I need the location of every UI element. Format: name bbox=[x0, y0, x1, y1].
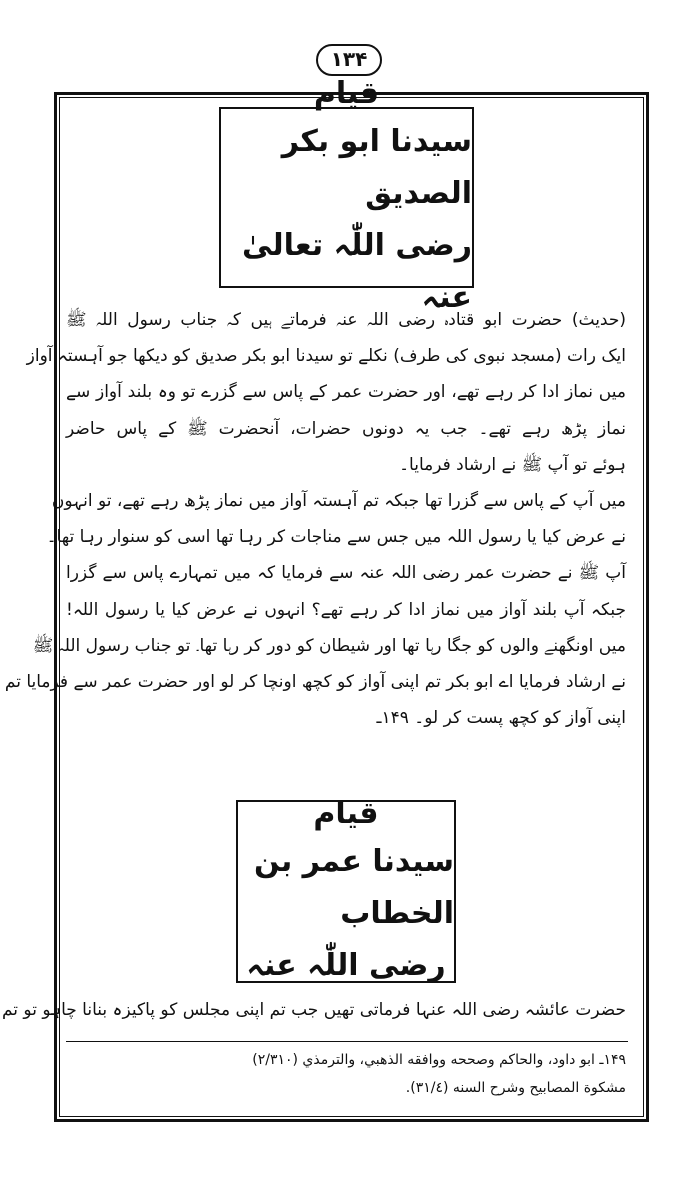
hadith-line: آپ ﷺ نے حضرت عمر رضی اللہ عنہ سے فرمایا کہ میں تمہارے پاس سے گزرا bbox=[66, 563, 626, 584]
section-title-box-umar bbox=[236, 795, 456, 983]
page-number: ۱۳۴ bbox=[316, 44, 382, 76]
footnote-line: ۱۴۹ـ ابو داود، والحاکم وصححه ووافقه الذهبي، والترمذي (۲/۳۱۰) bbox=[252, 1052, 626, 1068]
section-title-honorific: رضی اللّٰہ تعالیٰ عنہ bbox=[242, 227, 472, 315]
hadith-paragraph bbox=[4, 302, 626, 736]
section-title-honorific: رضی اللّٰہ عنہ bbox=[246, 947, 446, 983]
closing-paragraph bbox=[1, 992, 626, 1028]
hadith-line: ہوئے تو آپ ﷺ نے ارشاد فرمایا۔ bbox=[399, 454, 626, 475]
hadith-line: میں نماز ادا کر رہے تھے، اور حضرت عمر کے پاس سے گزرے تو وہ بلند آواز سے bbox=[66, 382, 626, 403]
hadith-line: اپنی آواز کو کچھ پست کر لو۔ ۱۴۹ـ bbox=[376, 708, 626, 729]
section-title-name: سیدنا عمر بن الخطاب bbox=[253, 843, 454, 931]
section-title-name: سیدنا ابو بکر الصدیق bbox=[281, 123, 472, 211]
footnote-line: مشکوة المصابیح وشرح السنه (۳۱/٤). bbox=[405, 1080, 626, 1096]
section-title-heading: قیام bbox=[313, 795, 379, 831]
hadith-line: نے ارشاد فرمایا اے ابو بکر تم اپنی آواز کو کچھ اونچا کر لو اور حضرت عمر سے فرمایا تم bbox=[4, 671, 626, 692]
section-title-box-abu-bakr bbox=[219, 75, 474, 315]
footnote bbox=[90, 1046, 626, 1102]
hadith-line: نماز پڑھ رہے تھے۔ جب یہ دونوں حضرات، آنحضرت ﷺ کے پاس حاضر bbox=[66, 418, 626, 439]
section-title-heading: قیام bbox=[313, 75, 380, 111]
hadith-line: میں آپ کے پاس سے گزرا تھا جبکہ تم آہستہ آواز میں نماز پڑھ رہے تھے، تو انہوں bbox=[51, 490, 626, 511]
hadith-line: میں اونگھنے والوں کو جگا رہا تھا اور شیطان کو دور کر رہا تھا۔ تو جناب رسول اللہ ﷺ bbox=[32, 635, 626, 656]
footnote-divider bbox=[66, 1041, 628, 1042]
hadith-line: (حدیث) حضرت ابو قتادہ رضی اللہ عنہ فرماتے ہیں کہ جناب رسول اللہ ﷺ bbox=[66, 310, 626, 330]
hadith-line: جبکہ آپ بلند آواز میں نماز ادا کر رہے تھے؟ انہوں نے عرض کیا یا رسول اللہ! bbox=[66, 599, 626, 620]
hadith-line: نے عرض کیا یا رسول اللہ میں جس سے مناجات کر رہا تھا اسی کو سنوار رہا تھا۔ bbox=[46, 527, 626, 548]
hadith-line: ایک رات (مسجد نبوی کی طرف) نکلے تو سیدنا ابو بکر صدیق کو دیکھا جو آہستہ آواز bbox=[26, 346, 626, 367]
closing-line: حضرت عائشہ رضی اللہ عنہا فرماتی تھیں جب تم اپنی مجلس کو پاکیزہ بنانا چاہو تو تم bbox=[1, 1000, 626, 1020]
